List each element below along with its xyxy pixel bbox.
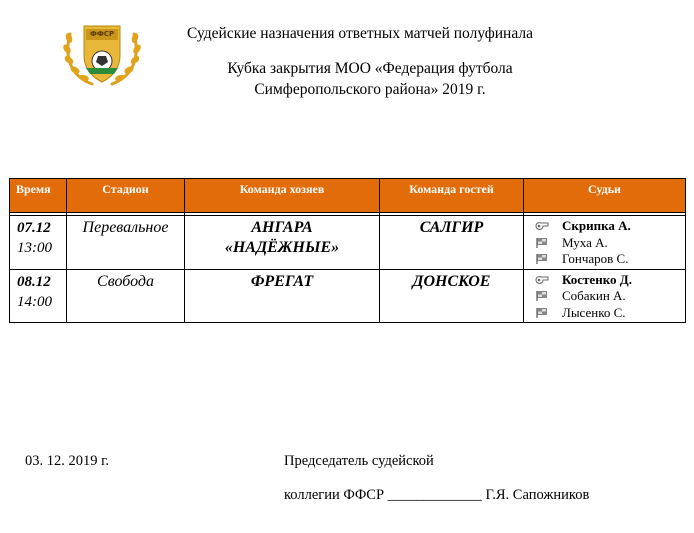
match-time: 14:00 [17, 293, 52, 310]
referee-name: Скрипка А. [562, 218, 631, 233]
referee-name: Муха А. [562, 234, 608, 250]
whistle-icon [534, 274, 550, 286]
ffsr-logo [62, 16, 142, 88]
match-date: 07.12 [17, 220, 51, 236]
signature-line1: Председатель судейской [284, 453, 434, 469]
table-row [10, 269, 686, 323]
whistle-icon [534, 220, 550, 232]
away-team-name: САЛГИР [419, 219, 484, 236]
column-header-home-team: Команда хозяев [185, 179, 380, 213]
referees-cell [524, 269, 686, 323]
referee-schedule-table [9, 178, 686, 323]
match-date: 08.12 [17, 273, 51, 290]
assistant-referee [534, 235, 685, 252]
match-time: 13:00 [17, 240, 52, 256]
table-row [10, 216, 686, 270]
document-date: 03. 12. 2019 г. [25, 453, 110, 469]
document-title-line3: Симферопольского района» 2019 г. [254, 81, 486, 98]
stadium-name: Перевальное [82, 219, 169, 236]
logo-text: ФФСР [90, 30, 115, 38]
stadium-name: Свобода [97, 272, 154, 290]
referee-name: Лысенко С. [562, 304, 626, 320]
assistant-referee [534, 305, 685, 322]
document-title-line2: Кубка закрытия МОО «Федерация футбола [227, 60, 513, 77]
signature-line2: коллегии ФФСР _____________ Г.Я. Сапожников [284, 487, 590, 503]
document-title-line1: Судейские назначения ответных матчей полуфинала [187, 25, 533, 42]
flag-icon [534, 307, 550, 319]
home-team-name: ФРЕГАТ [250, 272, 314, 290]
main-referee [534, 218, 685, 235]
stadium-cell [67, 269, 185, 323]
column-header-stadium: Стадион [67, 179, 185, 213]
home-team-name-line2: «НАДЁЖНЫЕ» [224, 239, 340, 256]
assistant-referee [534, 251, 685, 268]
referee-name: Костенко Д. [562, 271, 632, 287]
flag-icon [534, 253, 550, 265]
referee-name: Гончаров С. [562, 251, 629, 266]
home-team-name: АНГАРА [251, 219, 313, 236]
flag-icon [534, 290, 550, 302]
match-datetime-cell [10, 216, 67, 270]
flag-icon [534, 237, 550, 249]
away-team-name: ДОНСКОЕ [412, 272, 491, 290]
column-header-time: Время [10, 179, 67, 213]
away-team-cell [380, 269, 524, 323]
table-header-row [10, 179, 686, 213]
referee-name: Собакин А. [562, 288, 626, 303]
main-referee [534, 272, 685, 289]
referees-cell [524, 216, 686, 270]
stadium-cell [67, 216, 185, 270]
home-team-cell [185, 216, 380, 270]
column-header-away-team: Команда гостей [380, 179, 524, 213]
home-team-cell [185, 269, 380, 323]
away-team-cell [380, 216, 524, 270]
assistant-referee [534, 288, 685, 305]
match-datetime-cell [10, 269, 67, 323]
column-header-referees: Судьи [524, 179, 686, 213]
